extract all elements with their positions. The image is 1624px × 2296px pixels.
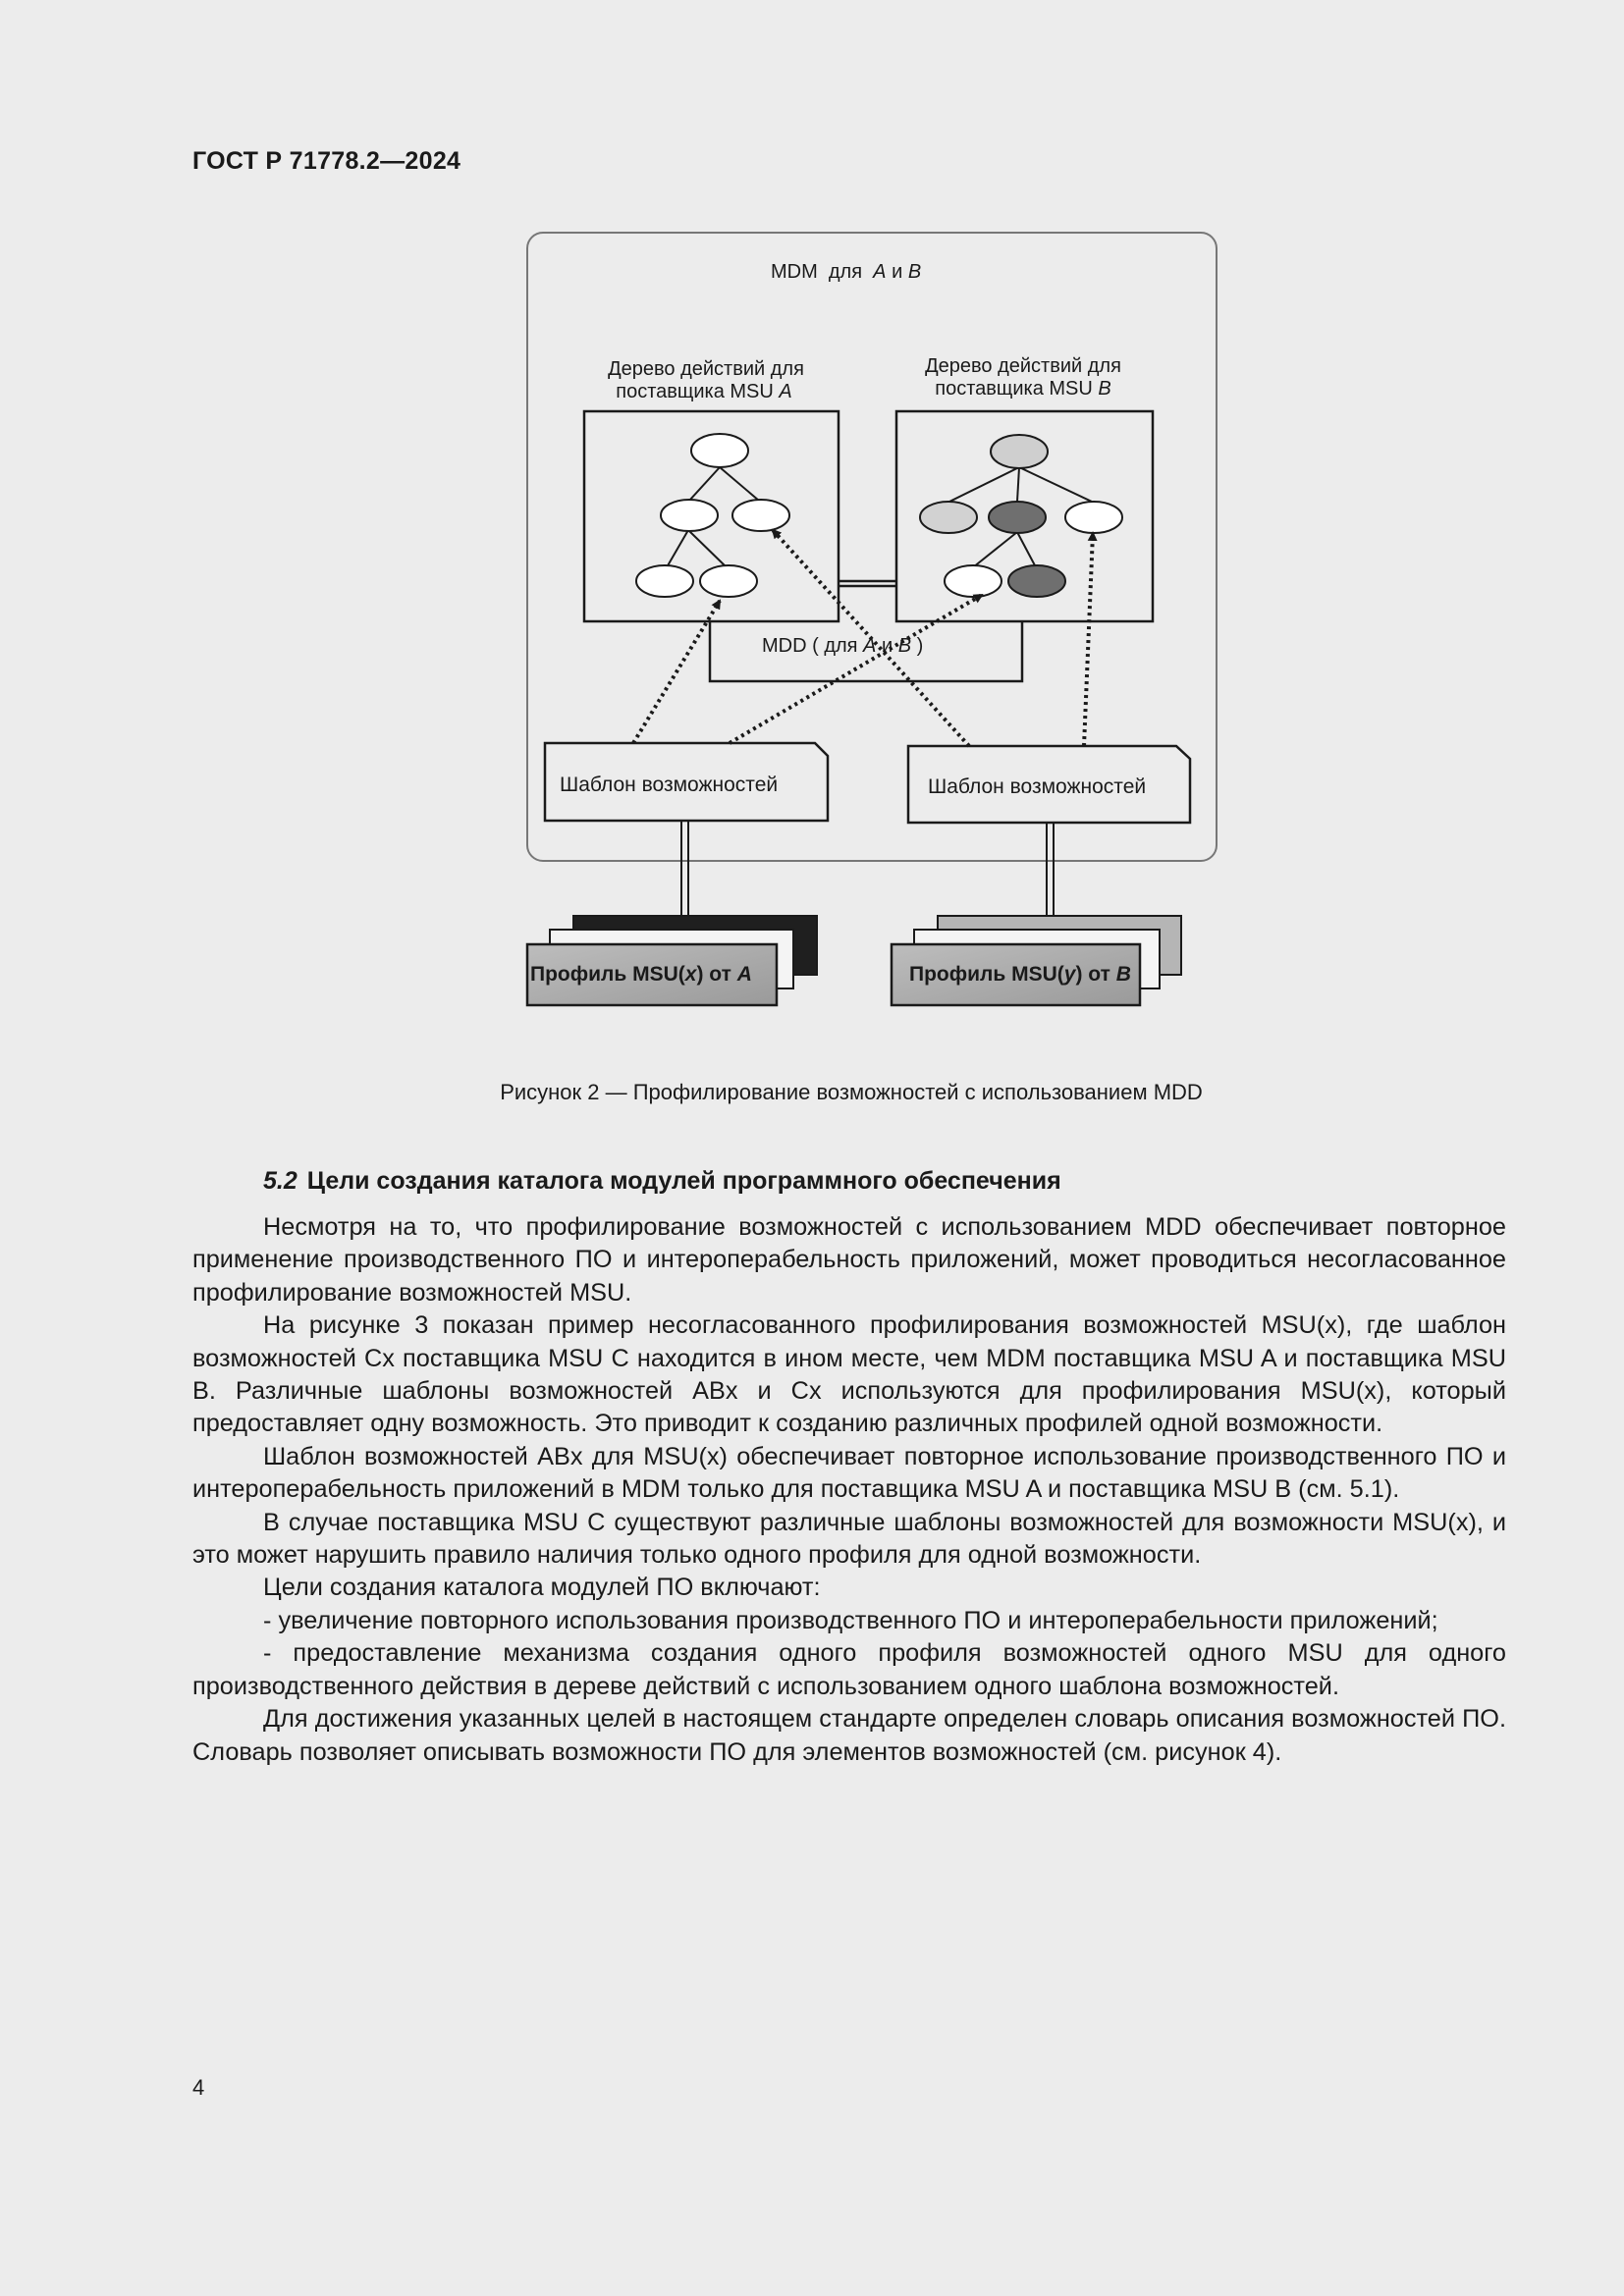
figure-caption: Рисунок 2 — Профилирование возможностей с использованием MDD [500,1080,1203,1104]
tree-a-node [636,565,693,597]
template-left-label: Шаблон возможностей [560,774,779,796]
tree-a-label-line2: поставщика MSU A [616,381,792,402]
tree-b-node-light [920,502,977,533]
list-item: - увеличение повторного использования производственного ПО и интероперабельности приложений; [263,1606,1438,1634]
profile-stack-a [527,916,817,1005]
section-number: 5.2 [263,1167,298,1195]
tree-b-label-line1: Дерево действий для [925,355,1121,377]
template-right-label: Шаблон возможностей [928,775,1147,798]
paragraph: В случае поставщика MSU C существуют различные шаблоны возможностей для возможности MSU(x), и это может нарушить правило наличия только одного профиля для одной возможности. [192,1508,1506,1570]
profile-stack-b [892,916,1181,1005]
profile-connectors [681,821,1054,916]
profile-b-label: Профиль MSU(y) от B [909,963,1131,986]
tree-a-node [700,565,757,597]
tree-b-node [1065,502,1122,533]
page-number: 4 [192,2075,205,2100]
section-title-text: Цели создания каталога модулей программного обеспечения [306,1167,1061,1195]
tree-a-node [732,500,789,531]
tree-a-label-line1: Дерево действий для [608,358,804,380]
tree-a-node [661,500,718,531]
tree-b-root-node [991,435,1048,468]
paragraph: Для достижения указанных целей в настоящем стандарте определен словарь описания возможностей ПО. Словарь позволяет описывать возможности ПО для элементов возможностей (см. рисунок 4). [192,1705,1506,1766]
document-header: ГОСТ Р 71778.2—2024 [192,147,461,175]
tree-a-root-node [691,434,748,467]
paragraph: Несмотря на то, что профилирование возможностей с использованием MDD обеспечивает повторное применение производственного ПО и интероперабельность приложений, может проводиться несогласованное профилирование возможностей MSU. [192,1213,1506,1307]
profile-a-label: Профиль MSU(x) от A [530,963,752,986]
mdd-label: MDD ( для A и B ) [762,635,924,657]
paragraph: Цели создания каталога модулей ПО включают: [263,1574,821,1602]
list-item: - предоставление механизма создания одного профиля возможностей одного MSU для одного производственного действия в дереве действий с использованием одного шаблона возможностей. [192,1639,1506,1700]
mdm-title: MDM для A и B [771,261,922,283]
body-text [192,1211,1506,1769]
paragraph: Шаблон возможностей ABx для MSU(x) обеспечивает повторное использование производственного ПО и интероперабельность приложений в MDM только для поставщика MSU A и поставщика MSU B (см. 5.1). [192,1442,1506,1504]
tree-b-label-line2: поставщика MSU B [935,378,1111,400]
tree-b-node-dark [989,502,1046,533]
tree-b-node-dark [1008,565,1065,597]
tree-b-node [945,565,1001,597]
paragraph: На рисунке 3 показан пример несогласованного профилирования возможностей MSU(x), где шаблон возможностей Cx поставщика MSU C находится в ином месте, чем MDM поставщика MSU A и поставщика MSU B. Различные шаблоны возможностей ABx и Cx используются для профилирования MSU(x), который предоставляет одну возможность. Это приводит к созданию различных профилей одной возможности. [192,1311,1506,1438]
figure-mdd-diagram [0,0,1624,1070]
section-heading [263,1167,1061,1196]
